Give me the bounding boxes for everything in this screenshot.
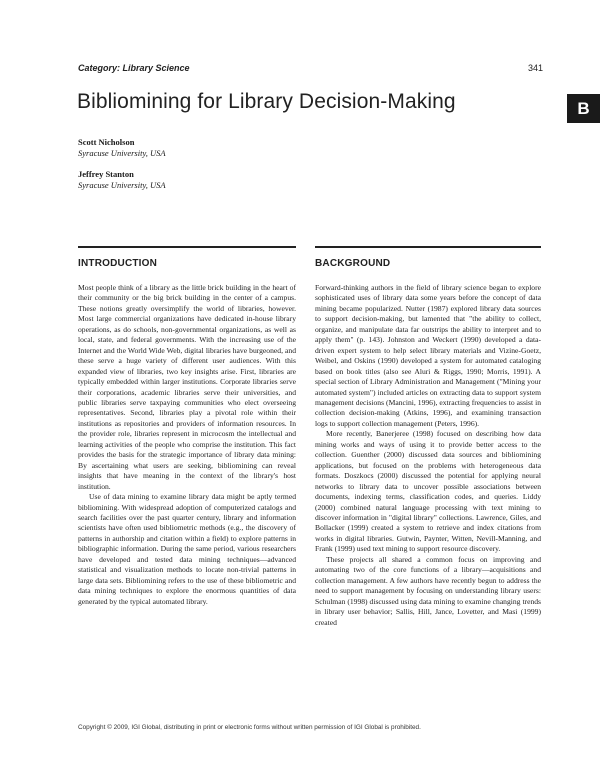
copyright-footer: Copyright © 2009, IGI Global, distributing in print or electronic forms without written permission of IGI Global is prohibited.: [78, 724, 421, 731]
paragraph: More recently, Banerjeree (1998) focused on describing how data mining works and ways of using it to provide better access to the collection. Guenther (2000) discussed data sources and bibliomining applications, but focused on the problems with heterogeneous data formats. Doszkocs (2000) discussed the potential for applying neural networks to library data to uncover possible associations between documents, indexing terms, classification codes, and queries. Liddy (2000) combined natural language processing with text mining to discover information in "digital library" collections. Lawrence, Giles, and Bollacker (1999) created a system to retrieve and index citations from works in digital libraries. Gutwin, Paynter, Witten, Nevill-Manning, and Frank (1999) used text mining to support resource discovery.: [315, 429, 541, 554]
paragraph: Forward-thinking authors in the field of library science began to explore sophisticated uses of library data some years before the concept of data mining became popularized. Nutter (1987) explored library data sources to support decision-making, but lamented that "the ability to collect, organize, and manipulate data far outstrips the ability to interpret and to apply them" (p. 143). Johnston and Weckert (1990) developed a data-driven expert system to help select library materials and Vizine-Goetz, Weibel, and Oskins (1990) developed a system for automated cataloging based on book titles (also see Aluri & Riggs, 1990; Morris, 1991). A special section of Library Administration and Management ("Mining your automated system") included articles on extracting data to support system management decisions (Mancini, 1996), extracting frequencies to assist in collection decision-making (Atkins, 1996), and examining transaction logs to support collection management (Peters, 1996).: [315, 283, 541, 428]
paragraph: Most people think of a library as the little brick building in the heart of their community or the big brick building in the center of a campus. These notions greatly oversimplify the world of libraries, however. Most large commercial organizations have dedicated in-house library operations, as do schools, non-governmental organizations, as well as local, state, and federal governments. With the increasing use of the Internet and the World Wide Web, digital libraries have burgeoned, and these serve a huge variety of different user audiences. With this expanded view of libraries, two key insights arise. First, libraries are typically embedded within larger institutions. Corporate libraries serve their corporations, academic libraries serve their universities, and public libraries serve taxpaying communities who elect overseeing representatives. Second, libraries play a pivotal role within their institutions as repositories and providers of information resources. In the provider role, libraries represent in microcosm the intellectual and learning activities of the people who comprise the institution. This fact provides the basis for the strategic importance of library data mining: By ascertaining what users are seeking, bibliomining can reveal insights that have meaning in the context of the library's host institution.: [78, 283, 296, 491]
author-block: [78, 169, 166, 191]
article-title: Bibliomining for Library Decision-Making: [77, 90, 456, 113]
section-rule: [315, 246, 541, 248]
section-heading-introduction: INTRODUCTION: [78, 258, 158, 269]
paragraph: Use of data mining to examine library data might be aptly termed bibliomining. With widespread adoption of computerized catalogs and search facilities over the past quarter century, library and information scientists have often used bibliometric methods (e.g., the discovery of patterns in authorship and citation within a field) to explore patterns in bibliographic information. During the same period, various researchers have developed and tested data mining techniques—advanced statistical and visualization methods to locate non-trivial patterns in large data sets. Bibliomining refers to the use of these bibliometric and data mining techniques to explore the enormous quantities of data generated by the typical automated library.: [78, 492, 296, 606]
page-number: 341: [527, 63, 543, 73]
author-affiliation: Syracuse University, USA: [78, 180, 166, 190]
introduction-body: [78, 283, 296, 607]
running-header-category: Category: Library Science: [78, 63, 190, 73]
section-rule: [78, 246, 296, 248]
background-body: [315, 283, 541, 628]
author-name: Jeffrey Stanton: [78, 169, 134, 179]
paragraph: These projects all shared a common focus on improving and automating two of the core functions of a library—acquisitions and collection management. A few authors have recently begun to address the need to support management by focusing on understanding library users: Schulman (1998) discussed using data mining to examine changing trends in library user behavior; Sallis, Hill, Jance, Lovetter, and Masi (1999) created: [315, 554, 541, 627]
author-block: [78, 137, 166, 159]
author-name: Scott Nicholson: [78, 137, 135, 147]
author-affiliation: Syracuse University, USA: [78, 148, 166, 158]
section-heading-background: BACKGROUND: [315, 258, 391, 269]
section-letter-tab: B: [567, 94, 600, 123]
